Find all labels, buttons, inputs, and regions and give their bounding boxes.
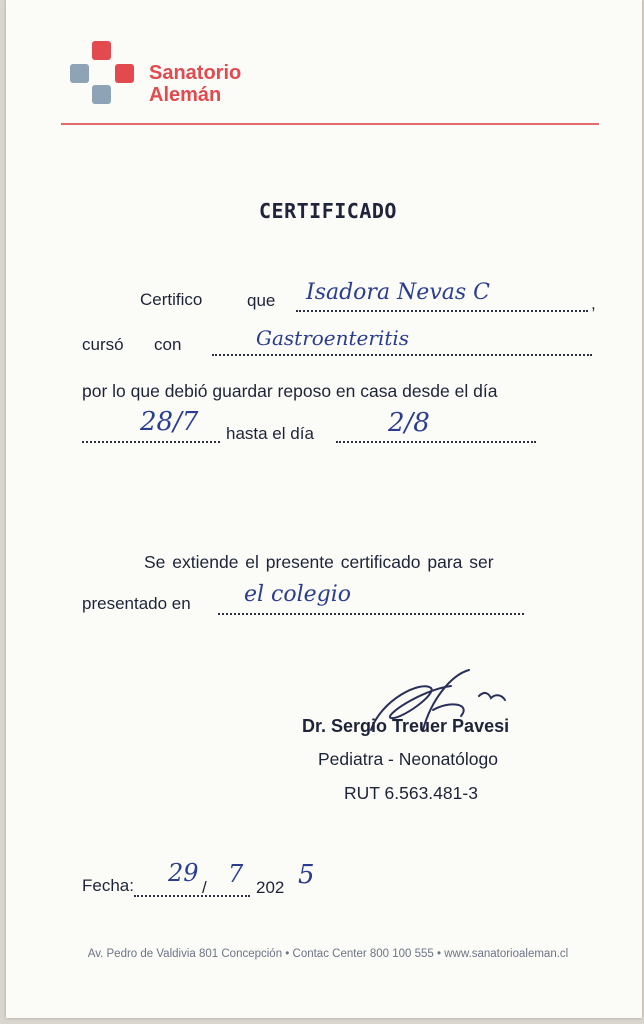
header-divider — [61, 123, 599, 125]
fecha-label: Fecha: — [82, 876, 134, 895]
certifico-label: Certifico — [140, 290, 203, 309]
hasta-label: hasta el día — [226, 424, 314, 443]
logo-square-top — [92, 41, 111, 60]
brand-name — [149, 62, 241, 106]
sanatorio-logo — [61, 38, 291, 108]
que-label: que — [247, 291, 276, 310]
name-line — [296, 309, 588, 312]
document-title: CERTIFICADO — [259, 199, 397, 223]
logo-square-bottom — [92, 85, 111, 104]
logo-square-right — [115, 64, 134, 83]
brand-line2: Alemán — [149, 84, 222, 106]
curso-label: cursó — [82, 335, 124, 354]
doctor-specialty: Pediatra - Neonatólogo — [318, 749, 498, 769]
date-year-printed: 202 — [256, 878, 285, 897]
handwritten-patient-name: Isadora Nevas C — [306, 280, 490, 305]
date-separator: / — [202, 878, 207, 897]
date-line — [134, 894, 250, 897]
diagnosis-line — [212, 353, 592, 356]
certificate-page — [6, 0, 642, 1018]
handwritten-from-date: 28/7 — [140, 407, 199, 437]
doctor-rut: RUT 6.563.481-3 — [344, 783, 478, 803]
comma: , — [591, 294, 596, 313]
handwritten-day: 29 — [168, 859, 199, 887]
footer-address: Av. Pedro de Valdivia 801 Concepción • Contac Center 800 100 555 • www.sanatorioaleman.cl — [87, 948, 569, 960]
brand-line1: Sanatorio — [149, 62, 242, 84]
reposo-text: por lo que debió guardar reposo en casa desde el día — [82, 381, 498, 401]
presentado-label: presentado en — [82, 594, 191, 613]
destination-line — [218, 612, 524, 615]
to-date-line — [336, 440, 536, 443]
from-date-line — [82, 440, 220, 443]
extiende-text: Se extiende el presente certificado para ser — [144, 552, 494, 572]
doctor-name: Dr. Sergio Treuer Pavesi — [302, 716, 510, 736]
handwritten-month: 7 — [228, 860, 244, 888]
handwritten-to-date: 2/8 — [388, 408, 430, 438]
handwritten-year-digit: 5 — [298, 860, 315, 890]
con-label: con — [154, 335, 182, 354]
handwritten-diagnosis: Gastroenteritis — [256, 326, 410, 350]
logo-square-left — [70, 64, 89, 83]
handwritten-destination: el colegio — [244, 582, 352, 607]
